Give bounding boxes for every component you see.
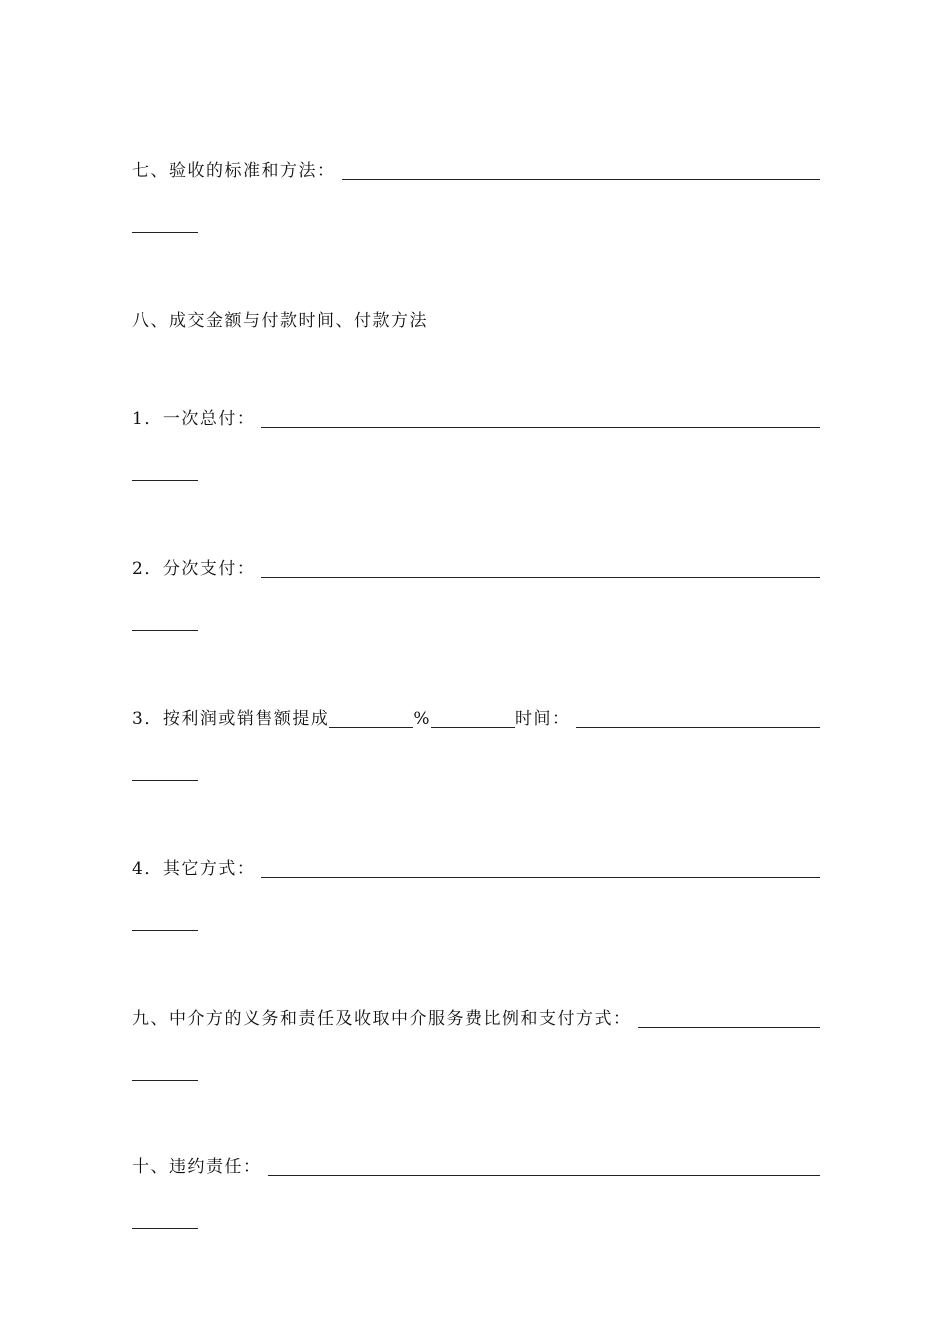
installment-blank-continuation[interactable] (132, 630, 198, 631)
intermediary-duties-label: 九、中介方的义务和责任及收取中介服务费比例和支付方式： (132, 1009, 632, 1029)
other-method-line (132, 854, 820, 882)
intermediary-duties-blank[interactable] (638, 1027, 821, 1028)
installment-label: 2．分次支付： (132, 559, 256, 579)
breach-liability-line (132, 1152, 820, 1180)
commission-time-label: 时间： (514, 709, 571, 729)
commission-time-blank-continuation[interactable] (132, 780, 198, 781)
percent-sign: % (413, 709, 431, 729)
lump-sum-label: 1．一次总付： (132, 409, 256, 429)
breach-liability-blank-continuation[interactable] (132, 1228, 198, 1229)
payment-heading: 八、成交金额与付款时间、付款方法 (132, 311, 428, 331)
commission-time-blank[interactable] (576, 727, 820, 728)
acceptance-standard-blank[interactable] (342, 179, 821, 180)
commission-label: 3．按利润或销售额提成 (132, 709, 330, 729)
intermediary-duties-blank-continuation[interactable] (132, 1080, 198, 1081)
breach-liability-blank[interactable] (268, 1175, 821, 1176)
other-method-label: 4．其它方式： (132, 859, 256, 879)
installment-blank[interactable] (261, 577, 820, 578)
lump-sum-line (132, 404, 820, 432)
breach-liability-label: 十、违约责任： (132, 1157, 262, 1177)
installment-line (132, 554, 820, 582)
other-method-blank-continuation[interactable] (132, 930, 198, 931)
acceptance-standard-blank-continuation[interactable] (132, 232, 198, 233)
lump-sum-blank-continuation[interactable] (132, 480, 198, 481)
payment-heading-line (132, 306, 820, 334)
intermediary-duties-line (132, 1004, 820, 1032)
lump-sum-blank[interactable] (261, 427, 820, 428)
commission-rate-blank[interactable] (329, 727, 413, 728)
other-method-blank[interactable] (261, 877, 820, 878)
commission-line (132, 704, 820, 732)
acceptance-standard-line (132, 156, 820, 184)
acceptance-standard-label: 七、验收的标准和方法： (132, 161, 336, 181)
commission-extra-blank[interactable] (431, 727, 515, 728)
